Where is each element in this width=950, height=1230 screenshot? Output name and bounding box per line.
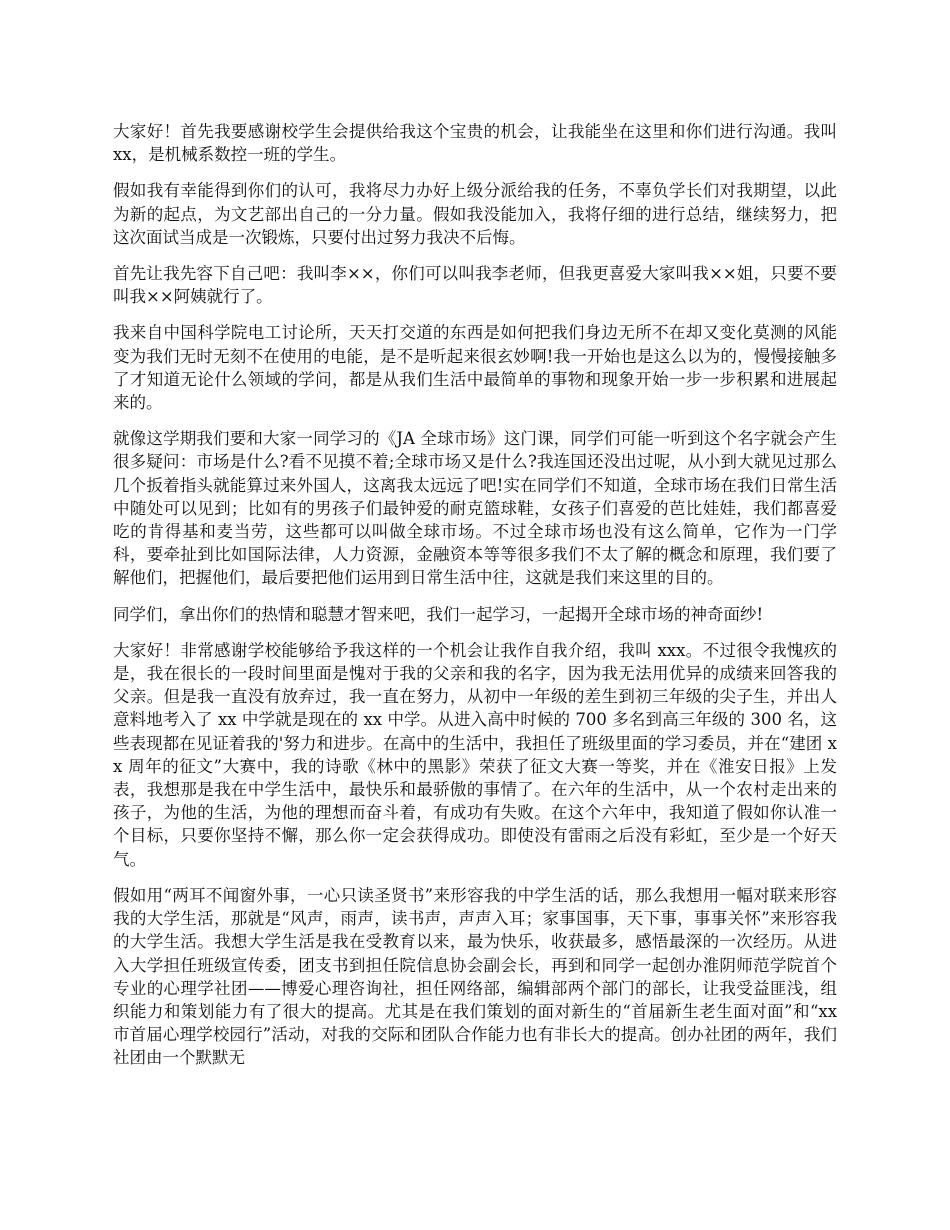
paragraph-4: 我来自中国科学院电工讨论所，天天打交道的东西是如何把我们身边无所不在却又变化莫测的风能变为我们无时无刻不在使用的电能，是不是听起来很玄妙啊!我一开始也是这么以为的，慢慢接触多了才知道无论什么领域的学问，都是从我们生活中最简单的事物和现象开始一步一步积累和进展起来的。	[113, 323, 837, 413]
paragraph-6: 同学们，拿出你们的热情和聪慧才智来吧，我们一起学习，一起揭开全球市场的神奇面纱!	[113, 604, 764, 624]
document-body	[113, 120, 837, 1083]
paragraph-1: 大家好！首先我要感谢校学生会提供给我这个宝贵的机会，让我能坐在这里和你们进行沟通。我叫 xx，是机械系数控一班的学生。	[113, 122, 837, 165]
paragraph-2: 假如我有幸能得到你们的认可，我将尽力办好上级分派给我的任务，不辜负学长们对我期望，以此为新的起点，为文艺部出自己的一分力量。假如我没能加入，我将仔细的进行总结，继续努力，把这次面试当成是一次锻炼，只要付出过努力我决不后悔。	[113, 181, 837, 247]
paragraph-5: 就像这学期我们要和大家一同学习的《JA 全球市场》这门课，同学们可能一听到这个名字就会产生很多疑问：市场是什么?看不见摸不着;全球市场又是什么?我连国还没出过呢，从小到大就见过那么几个扳着指头就能算过来外国人，这离我太远远了吧!实在同学们不知道，全球市场在我们日常生活中随处可以见到；比如有的男孩子们最钟爱的耐克篮球鞋，女孩子们喜爱的芭比娃娃，我们都喜爱吃的肯得基和麦当劳，这些都可以叫做全球市场。不过全球市场也没有这么简单，它作为一门学科，要牵扯到比如国际法律，人力资源，金融资本等等很多我们不太了解的概念和原理，我们要了解他们，把握他们，最后要把他们运用到日常生活中往，这就是我们来这里的目的。	[113, 429, 837, 588]
paragraph-7: 大家好！非常感谢学校能够给予我这样的一个机会让我作自我介绍，我叫 xxx。不过很令我愧疚的是，我在很长的一段时间里面是愧对于我的父亲和我的名字，因为我无法用优异的成绩来回答我的父亲。但是我一直没有放弃过，我一直在努力，从初中一年级的差生到初三年级的尖子生，并出人意料地考入了 xx 中学就是现在的 xx 中学。从进入高中时候的 700 多名到高三年级的 300 名，这些表现都在见证着我的'努力和进步。在高中的生活中，我担任了班级里面的学习委员，并在“建团 xx 周年的征文”大赛中，我的诗歌《林中的黑影》荣获了征文大赛一等奖，并在《淮安日报》上发表，我想那是我在中学生活中，最快乐和最骄傲的事情了。在六年的生活中，从一个农村走出来的孩子，为他的生活，为他的理想而奋斗着，有成功有失败。在这个六年中，我知道了假如你认准一个目标，只要你坚持不懈，那么你一定会获得成功。即使没有雷雨之后没有彩虹，至少是一个好天气。	[113, 640, 837, 869]
paragraph-8: 假如用“两耳不闻窗外事，一心只读圣贤书”来形容我的中学生活的话，那么我想用一幅对联来形容我的大学生活，那就是“风声，雨声，读书声，声声入耳；家事国事，天下事，事事关怀”来形容我的大学生活。我想大学生活是我在受教育以来，最为快乐，收获最多，感悟最深的一次经历。从进入大学担任班级宣传委，团支书到担任院信息协会副会长，再到和同学一起创办淮阴师范学院首个专业的心理学社团——博爱心理咨询社，担任网络部，编辑部两个部门的部长，让我受益匪浅，组织能力和策划能力有了很大的提高。尤其是在我们策划的面对新生的“首届新生老生面对面”和“xx 市首届心理学校园行”活动，对我的交际和团队合作能力也有非长大的提高。创办社团的两年，我们社团由一个默默无	[113, 885, 837, 1068]
paragraph-3: 首先让我先容下自己吧：我叫李××，你们可以叫我李老师，但我更喜爱大家叫我××姐，只要不要叫我××阿姨就行了。	[113, 264, 837, 307]
